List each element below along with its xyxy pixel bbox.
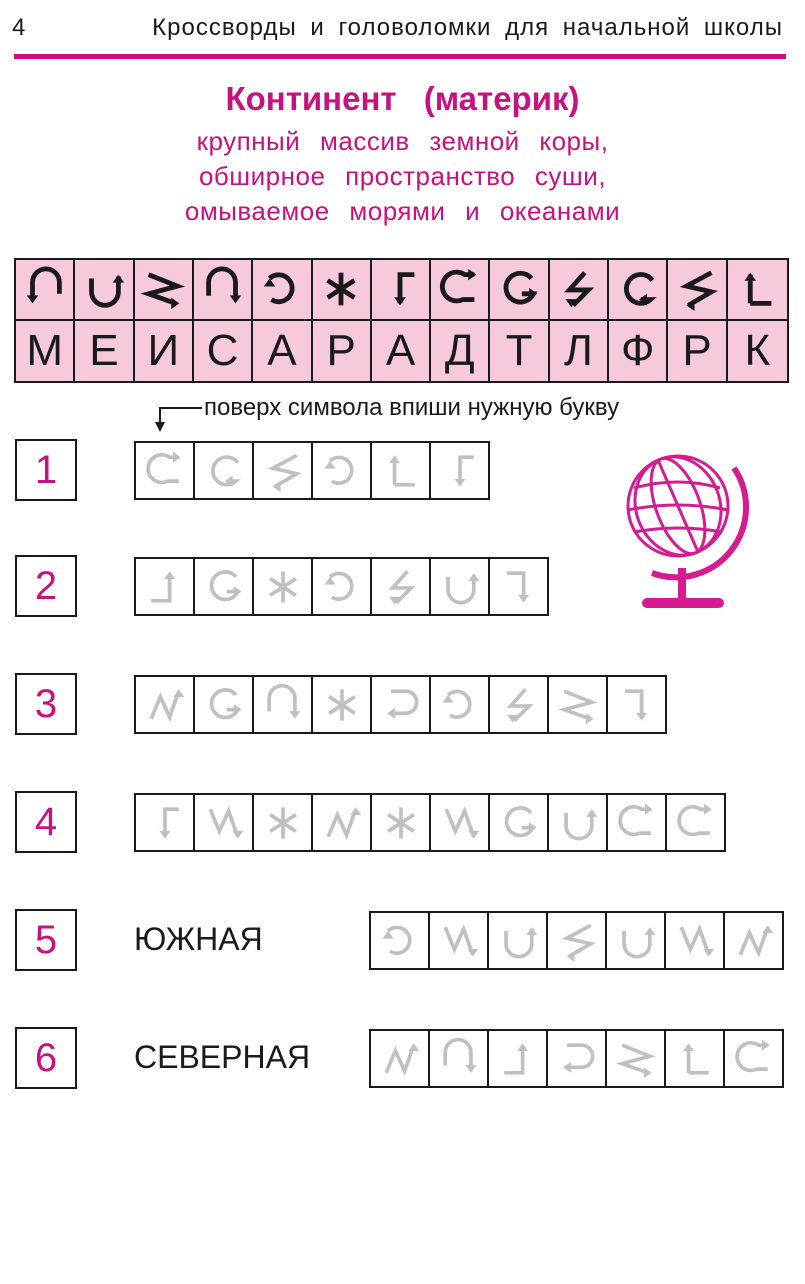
n-up-arrow-icon [731,918,777,964]
return-left-icon [378,682,424,728]
key-symbol-cell [75,260,134,321]
g-arrow-icon [201,564,247,610]
answer-cell[interactable] [372,795,431,850]
key-symbol-cell [728,260,787,321]
return-left-icon [554,1036,600,1082]
corner-up-left-icon [495,1036,541,1082]
c-right-top-icon [614,800,660,846]
c-left-arrow-icon [319,448,365,494]
n-down-arrow-icon [436,918,482,964]
key-letter-cell: С [194,321,253,382]
zigzag-down-icon [139,265,187,313]
header-rule [14,54,786,59]
answer-cell[interactable] [666,1031,725,1086]
key-symbol-cell [135,260,194,321]
globe-icon [612,438,762,618]
answer-cell[interactable] [667,795,726,850]
key-letter-cell: А [253,321,312,382]
answer-cell[interactable] [254,795,313,850]
puzzle-row-5 [369,911,784,970]
answer-cell[interactable] [430,913,489,968]
puzzle-number-2: 2 [15,555,77,617]
answer-cell[interactable] [136,443,195,498]
c-left-arrow-icon [377,918,423,964]
topic-title: Континент (материк) [225,80,580,117]
answer-cell[interactable] [431,795,490,850]
answer-cell[interactable] [195,677,254,732]
answer-cell[interactable] [254,559,313,614]
g-arrow-icon [201,682,247,728]
answer-cell[interactable] [549,795,608,850]
definition-line-1: крупный массив земной коры, [196,126,609,156]
zigzag-down-icon [613,1036,659,1082]
answer-cell[interactable] [666,913,725,968]
key-symbol-cell [490,260,549,321]
c-left-arrow-icon [319,564,365,610]
key-symbol-cell [550,260,609,321]
c-right-top-icon [436,265,484,313]
corner-down-icon [376,265,424,313]
answer-cell[interactable] [490,559,549,614]
z-lightning-icon [554,265,602,313]
puzzle-number-6: 6 [15,1027,77,1089]
key-symbol-cell [313,260,372,321]
answer-cell[interactable] [431,559,490,614]
answer-cell[interactable] [489,913,548,968]
answer-cell[interactable] [725,913,784,968]
answer-cell[interactable] [608,677,667,732]
u-down-right-icon [260,682,306,728]
c-left-arrow-icon [437,682,483,728]
corner-down-left-icon [496,564,542,610]
key-letter-cell: И [135,321,194,382]
u-up-right-icon [555,800,601,846]
z-lightning-icon [496,682,542,728]
page-number: 4 [12,14,26,41]
c-right-top-icon [142,448,188,494]
hint-text: поверх символа впиши нужную букву [204,394,620,421]
answer-cell[interactable] [372,677,431,732]
answer-cell[interactable] [313,559,372,614]
key-letter-cell: Е [75,321,134,382]
puzzle-prefix-6: СЕВЕРНАЯ [134,1039,311,1075]
hint-arrow-icon [150,394,204,434]
answer-cell[interactable] [490,677,549,732]
answer-cell[interactable] [371,913,430,968]
key-letter-cell: Р [313,321,372,382]
answer-cell[interactable] [254,677,313,732]
corner-up-right-icon [672,1036,718,1082]
answer-cell[interactable] [548,913,607,968]
key-symbol-cell [668,260,727,321]
key-letter-cell: А [372,321,431,382]
c-right-top-icon [673,800,719,846]
zigzag-swap-icon [260,448,306,494]
answer-cell[interactable] [313,795,372,850]
answer-cell[interactable] [195,795,254,850]
zigzag-down-icon [555,682,601,728]
puzzle-row-1 [134,441,490,500]
corner-down-icon [142,800,188,846]
key-letter-cell: Л [550,321,609,382]
zigzag-swap-icon [673,265,721,313]
key-letter-cell: М [16,321,75,382]
puzzle-prefix-5: ЮЖНАЯ [134,921,263,957]
key-letter-cell: Д [431,321,490,382]
answer-cell[interactable] [431,677,490,732]
puzzle-row-3 [134,675,667,734]
key-symbol-cell [194,260,253,321]
u-up-right-icon [437,564,483,610]
corner-up-right-icon [733,265,781,313]
key-symbol-cell [16,260,75,321]
corner-up-left-icon [142,564,188,610]
z-lightning-icon [378,564,424,610]
cipher-key-top [14,258,789,383]
answer-cell[interactable] [725,1031,784,1086]
answer-cell[interactable] [607,913,666,968]
corner-up-right-icon [378,448,424,494]
answer-cell[interactable] [548,1031,607,1086]
u-down-right-icon [436,1036,482,1082]
puzzle-row-6 [369,1029,784,1088]
answer-cell[interactable] [313,677,372,732]
answer-cell[interactable] [431,443,490,498]
book-title: Кроссворды и головоломки для начальной школы [152,14,783,41]
answer-cell[interactable] [372,559,431,614]
corner-down-left-icon [614,682,660,728]
key-symbol-cell [609,260,668,321]
answer-cell[interactable] [372,443,431,498]
key-symbol-cell [372,260,431,321]
key-letter-cell: Р [668,321,727,382]
answer-cell[interactable] [195,559,254,614]
answer-cell[interactable] [549,677,608,732]
n-up-arrow-icon [142,682,188,728]
puzzle-number-4: 4 [15,791,77,853]
n-down-arrow-icon [437,800,483,846]
answer-cell[interactable] [430,1031,489,1086]
star-icon [260,564,306,610]
c-arrow-left-icon [201,448,247,494]
answer-cell[interactable] [489,1031,548,1086]
u-up-right-icon [80,265,128,313]
key-letter-cell: Ф [609,321,668,382]
zigzag-swap-icon [554,918,600,964]
answer-cell[interactable] [313,443,372,498]
star-icon [319,682,365,728]
n-down-arrow-icon [201,800,247,846]
puzzle-number-5: 5 [15,909,77,971]
answer-cell[interactable] [371,1031,430,1086]
puzzle-row-2 [134,557,549,616]
g-arrow-icon [496,800,542,846]
u-up-right-icon [495,918,541,964]
key-symbol-cell [253,260,312,321]
star-icon [260,800,306,846]
u-up-right-icon [613,918,659,964]
c-left-arrow-icon [258,265,306,313]
puzzle-number-3: 3 [15,673,77,735]
puzzle-number-1: 1 [15,439,77,501]
answer-cell[interactable] [136,677,195,732]
answer-cell[interactable] [195,443,254,498]
key-letter-cell: Т [490,321,549,382]
n-down-arrow-icon [672,918,718,964]
puzzle-row-4 [134,793,726,852]
answer-cell[interactable] [607,1031,666,1086]
answer-cell[interactable] [136,559,195,614]
corner-down-icon [437,448,483,494]
n-up-arrow-icon [319,800,365,846]
c-arrow-left-icon [614,265,662,313]
key-symbol-cell [431,260,490,321]
u-down-left-icon [21,265,69,313]
answer-cell[interactable] [608,795,667,850]
answer-cell[interactable] [490,795,549,850]
g-arrow-icon [495,265,543,313]
n-up-arrow-icon [377,1036,423,1082]
u-down-right-icon [199,265,247,313]
answer-cell[interactable] [254,443,313,498]
definition-line-2: обширное пространство суши, [198,161,607,191]
c-right-top-icon [731,1036,777,1082]
answer-cell[interactable] [136,795,195,850]
definition-line-3: омываемое морями и океанами [184,196,621,226]
star-icon [317,265,365,313]
star-icon [378,800,424,846]
key-letter-cell: К [744,325,771,375]
